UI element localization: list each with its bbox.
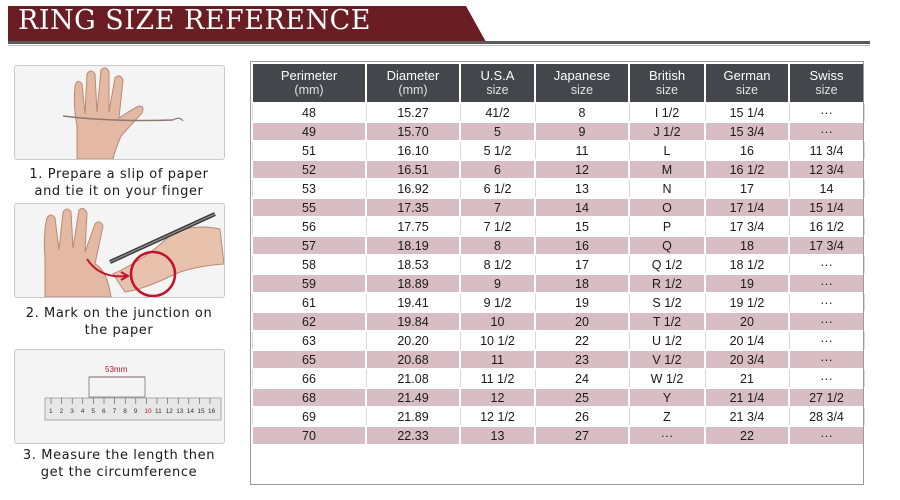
table-cell: ··· (789, 331, 864, 350)
table-cell: ··· (629, 426, 705, 445)
table-cell: 69 (252, 407, 366, 426)
ruler-tick-label: 4 (80, 408, 85, 415)
table-cell: 20 (535, 312, 629, 331)
table-cell: 21.89 (366, 407, 460, 426)
table-cell: 20 1/4 (705, 331, 789, 350)
table-cell: 51 (252, 141, 366, 160)
step-1-line-1: 1. Prepare a slip of paper (29, 167, 209, 182)
table-row (252, 312, 864, 331)
column-header-name: U.S.A (480, 68, 515, 83)
table-cell: 25 (535, 388, 629, 407)
table-row (252, 426, 864, 445)
page-title: RING SIZE REFERENCE (18, 5, 371, 36)
table-row (252, 122, 864, 141)
ring-size-table (251, 62, 865, 446)
table-row (252, 388, 864, 407)
table-cell: 28 3/4 (789, 407, 864, 426)
table-cell: O (629, 198, 705, 217)
table-cell: 11 1/2 (460, 369, 535, 388)
table-cell: 27 1/2 (789, 388, 864, 407)
table-cell: ··· (789, 426, 864, 445)
table-cell: 52 (252, 160, 366, 179)
table-cell: 9 (535, 122, 629, 141)
step-2-text (10, 305, 228, 339)
marking-with-pen-icon (15, 204, 224, 297)
table-cell: ··· (789, 103, 864, 122)
table-cell: 10 1/2 (460, 331, 535, 350)
table-cell: 13 (535, 179, 629, 198)
table-row (252, 407, 864, 426)
table-cell: 18 (705, 236, 789, 255)
table-cell: 23 (535, 350, 629, 369)
measurement-label: 53mm (105, 365, 128, 374)
column-header (252, 63, 366, 103)
table-row (252, 141, 864, 160)
table-cell: 62 (252, 312, 366, 331)
table-body (252, 103, 864, 445)
table-cell: 24 (535, 369, 629, 388)
table-cell: 19 (535, 293, 629, 312)
table-cell: P (629, 217, 705, 236)
table-cell: 16 (705, 141, 789, 160)
table-cell: 5 (460, 122, 535, 141)
column-header (460, 63, 535, 103)
table-cell: 16.10 (366, 141, 460, 160)
table-cell: 19 1/2 (705, 293, 789, 312)
column-header-name: Diameter (386, 68, 440, 83)
table-cell: U 1/2 (629, 331, 705, 350)
ruler-tick-label: 9 (133, 408, 138, 415)
ruler-tick-label: 14 (186, 408, 195, 415)
table-cell: 49 (252, 122, 366, 141)
table-cell: 70 (252, 426, 366, 445)
step-3-illustration (14, 349, 225, 444)
table-cell: 61 (252, 293, 366, 312)
ruler-tick-label: 15 (197, 408, 205, 415)
table-cell: 66 (252, 369, 366, 388)
table-cell: 22.33 (366, 426, 460, 445)
ruler-tick-label: 1 (49, 408, 53, 415)
table-cell: 15 1/4 (705, 103, 789, 122)
table-cell: 20 (705, 312, 789, 331)
table-cell: 63 (252, 331, 366, 350)
table-cell: 7 (460, 198, 535, 217)
table-cell: 65 (252, 350, 366, 369)
ruler-tick-label: 11 (155, 408, 162, 415)
table-cell: T 1/2 (629, 312, 705, 331)
column-header (705, 63, 789, 103)
table-cell: 14 (535, 198, 629, 217)
table-cell: I 1/2 (629, 103, 705, 122)
table-row (252, 236, 864, 255)
table-cell: 17 3/4 (789, 236, 864, 255)
table-row (252, 103, 864, 122)
ruler-tick-label: 5 (91, 408, 96, 415)
ruler-tick-label: 8 (123, 408, 127, 415)
table-row (252, 198, 864, 217)
table-cell: 7 1/2 (460, 217, 535, 236)
column-header (789, 63, 864, 103)
table-cell: J 1/2 (629, 122, 705, 141)
table-cell: 12 1/2 (460, 407, 535, 426)
table-cell: ··· (789, 122, 864, 141)
table-cell: 17 (535, 255, 629, 274)
table-cell: 19.41 (366, 293, 460, 312)
table-cell: 56 (252, 217, 366, 236)
table-cell: 19 (705, 274, 789, 293)
table-row (252, 369, 864, 388)
table-cell: 15 1/4 (789, 198, 864, 217)
table-cell: 21.49 (366, 388, 460, 407)
ruler-tick-label: 2 (59, 408, 64, 415)
table-cell: 11 3/4 (789, 141, 864, 160)
table-cell: 68 (252, 388, 366, 407)
table-cell: 10 (460, 312, 535, 331)
step-1-text (10, 166, 228, 200)
table-row (252, 160, 864, 179)
table-cell: 55 (252, 198, 366, 217)
table-cell: 20.20 (366, 331, 460, 350)
column-header-name: Swiss (809, 68, 844, 83)
table-cell: N (629, 179, 705, 198)
table-cell: 12 (460, 388, 535, 407)
table-cell: 18.19 (366, 236, 460, 255)
table-cell: 12 (535, 160, 629, 179)
table-cell: S 1/2 (629, 293, 705, 312)
table-cell: ··· (789, 312, 864, 331)
table-cell: 16 (535, 236, 629, 255)
table-cell: 16.92 (366, 179, 460, 198)
table-cell: 6 (460, 160, 535, 179)
column-header-unit: size (655, 83, 679, 97)
ruler-tick-label: 13 (176, 408, 184, 415)
table-cell: ··· (789, 350, 864, 369)
ruler-tick-label: 7 (112, 408, 117, 415)
table-cell: 19.84 (366, 312, 460, 331)
column-header-unit: (mm) (294, 83, 324, 97)
table-cell: 57 (252, 236, 366, 255)
table-cell: 22 (535, 331, 629, 350)
table-row (252, 274, 864, 293)
table-cell: Y (629, 388, 705, 407)
table-row (252, 217, 864, 236)
table-cell: V 1/2 (629, 350, 705, 369)
table-cell: 16 1/2 (789, 217, 864, 236)
ruler-measurement-icon (15, 350, 224, 443)
table-cell: 18.53 (366, 255, 460, 274)
table-cell: 22 (705, 426, 789, 445)
table-cell: 8 1/2 (460, 255, 535, 274)
table-cell: 5 1/2 (460, 141, 535, 160)
table-cell: 15 3/4 (705, 122, 789, 141)
ruler-tick-label: 16 (208, 408, 216, 415)
table-cell: M (629, 160, 705, 179)
step-3-line-1: 3. Measure the length then (22, 448, 216, 463)
table-cell: ··· (789, 293, 864, 312)
table-cell: 12 3/4 (789, 160, 864, 179)
table-cell: 21.08 (366, 369, 460, 388)
table-cell: 17.35 (366, 198, 460, 217)
table-cell: 53 (252, 179, 366, 198)
table-cell: 17 1/4 (705, 198, 789, 217)
table-cell: 20.68 (366, 350, 460, 369)
table-cell: 18 1/2 (705, 255, 789, 274)
ruler-tick-label: 10 (144, 408, 152, 415)
column-header-name: Japanese (553, 68, 611, 83)
column-header-unit: size (735, 83, 759, 97)
table-row (252, 179, 864, 198)
table-cell: 21 1/4 (705, 388, 789, 407)
table-row (252, 293, 864, 312)
table-cell: 27 (535, 426, 629, 445)
hand-with-paper-strip-icon (15, 66, 224, 159)
table-cell: 21 3/4 (705, 407, 789, 426)
step-1-illustration (14, 65, 225, 160)
column-header-name: German (723, 68, 771, 83)
table-cell: 6 1/2 (460, 179, 535, 198)
table-row (252, 350, 864, 369)
column-header-name: Perimeter (280, 68, 338, 83)
table-cell: 16.51 (366, 160, 460, 179)
table-cell: 18.89 (366, 274, 460, 293)
table-cell: L (629, 141, 705, 160)
table-cell: 21 (705, 369, 789, 388)
step-1-line-2: and tie it on your finger (34, 184, 204, 199)
table-cell: 18 (535, 274, 629, 293)
table-cell: Z (629, 407, 705, 426)
table-cell: 11 (460, 350, 535, 369)
ruler-tick-label: 3 (70, 408, 74, 415)
table-cell: ··· (789, 255, 864, 274)
table-cell: Q 1/2 (629, 255, 705, 274)
step-3-text (10, 447, 228, 481)
table-cell: 59 (252, 274, 366, 293)
table-cell: 26 (535, 407, 629, 426)
table-cell: W 1/2 (629, 369, 705, 388)
table-cell: 48 (252, 103, 366, 122)
step-2-illustration (14, 203, 225, 298)
table-cell: 14 (789, 179, 864, 198)
column-header-unit: size (570, 83, 594, 97)
table-cell: ··· (789, 369, 864, 388)
table-cell: 17.75 (366, 217, 460, 236)
column-header-name: British (648, 68, 686, 83)
table-cell: 15.70 (366, 122, 460, 141)
column-header-unit: size (815, 83, 838, 97)
ruler-tick-label: 6 (102, 408, 106, 415)
title-divider-thin (8, 45, 870, 46)
table-cell: 9 1/2 (460, 293, 535, 312)
step-2-line-1: 2. Mark on the junction on (25, 306, 213, 321)
table-cell: 15.27 (366, 103, 460, 122)
column-header-unit: size (486, 83, 509, 97)
table-cell: 17 (705, 179, 789, 198)
table-cell: 41/2 (460, 103, 535, 122)
table-cell: R 1/2 (629, 274, 705, 293)
table-cell: 15 (535, 217, 629, 236)
table-cell: 8 (460, 236, 535, 255)
title-divider (8, 41, 870, 44)
column-header (629, 63, 705, 103)
table-cell: ··· (789, 274, 864, 293)
table-cell: 9 (460, 274, 535, 293)
column-header-unit: (mm) (398, 83, 428, 97)
ruler-tick-label: 12 (165, 408, 173, 415)
table-cell: 58 (252, 255, 366, 274)
column-header (366, 63, 460, 103)
table-row (252, 255, 864, 274)
table-cell: 20 3/4 (705, 350, 789, 369)
step-2-line-2: the paper (84, 323, 154, 338)
table-row (252, 331, 864, 350)
step-3-line-2: get the circumference (40, 465, 198, 480)
table-cell: Q (629, 236, 705, 255)
table-cell: 13 (460, 426, 535, 445)
column-header (535, 63, 629, 103)
table-cell: 17 3/4 (705, 217, 789, 236)
table-cell: 16 1/2 (705, 160, 789, 179)
table-cell: 8 (535, 103, 629, 122)
table-header-row (252, 63, 864, 103)
table-cell: 11 (535, 141, 629, 160)
